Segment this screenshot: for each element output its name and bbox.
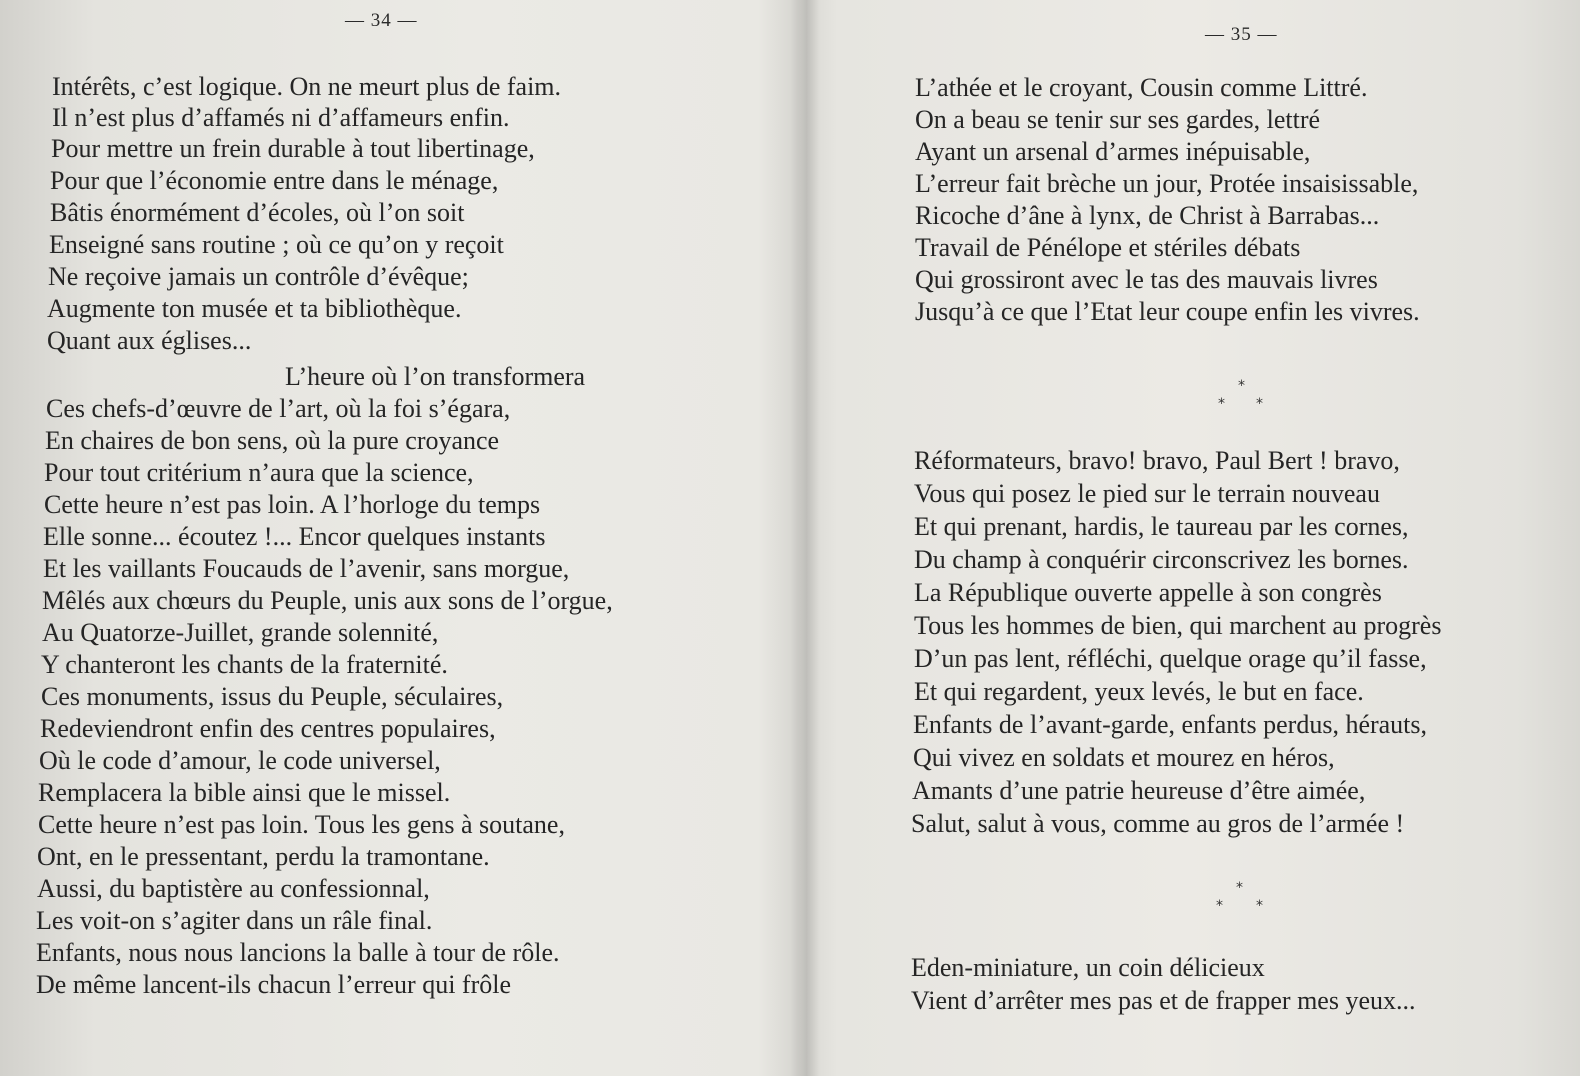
verse-line: Ayant un arsenal d’armes inépuisable, [915,137,1311,166]
verse-line: Et qui prenant, hardis, le taureau par les cornes, [914,512,1409,541]
verse-line: La République ouverte appelle à son congrès [914,578,1382,607]
verse-line: Pour mettre un frein durable à tout libertinage, [51,134,535,163]
verse-line: Ont, en le pressentant, perdu la tramontane. [37,842,490,871]
verse-line: Qui grossiront avec le tas des mauvais livres [915,265,1378,294]
verse-line: Remplacera la bible ainsi que le missel. [38,778,451,807]
verse-line: Amants d’une patrie heureuse d’être aimée, [912,776,1366,805]
verse-line: On a beau se tenir sur ses gardes, lettré [915,105,1321,134]
verse-line: Ces monuments, issus du Peuple, séculaires, [41,682,504,711]
right-page [805,0,1580,1076]
verse-line: Quant aux églises... [47,326,252,355]
verse-line: Et qui regardent, yeux levés, le but en face. [914,677,1364,706]
verse-line: Aussi, du baptistère au confessionnal, [37,874,430,903]
asterism-star: * [1218,396,1225,412]
verse-line: L’heure où l’on transformera [285,362,586,391]
page-number-left: — 34 — [345,10,418,31]
verse-line: Augmente ton musée et ta bibliothèque. [47,294,462,323]
verse-line: Cette heure n’est pas loin. Tous les gens à soutane, [38,810,565,839]
verse-line: Cette heure n’est pas loin. A l’horloge du temps [44,490,541,519]
verse-line: Pour tout critérium n’aura que la science, [44,458,474,487]
verse-line: Qui vivez en soldats et mourez en héros, [913,743,1335,772]
verse-line: Du champ à conquérir circonscrivez les bornes. [914,545,1409,574]
verse-line: Ne reçoive jamais un contrôle d’évêque; [48,262,469,291]
verse-line: Les voit-on s’agiter dans un râle final. [36,906,433,935]
verse-line: Y chanteront les chants de la fraternité. [41,650,448,679]
verse-line: Redeviendront enfin des centres populaires, [40,714,496,743]
asterism-star: * [1236,880,1243,896]
asterism-star: * [1238,378,1245,394]
verse-line: Travail de Pénélope et stériles débats [915,233,1301,262]
asterism-star: * [1256,898,1263,914]
verse-line: Intérêts, c’est logique. On ne meurt plus de faim. [52,72,562,101]
verse-line: Tous les hommes de bien, qui marchent au progrès [914,611,1442,640]
verse-line: Salut, salut à vous, comme au gros de l’armée ! [911,809,1405,838]
verse-line: De même lancent-ils chacun l’erreur qui frôle [36,970,511,999]
verse-line: Pour que l’économie entre dans le ménage, [50,166,499,195]
verse-line: D’un pas lent, réfléchi, quelque orage qu’il fasse, [914,644,1427,673]
verse-line: Il n’est plus d’affamés ni d’affameurs enfin. [52,103,510,132]
verse-line: Ricoche d’âne à lynx, de Christ à Barrabas... [915,201,1380,230]
verse-line: Jusqu’à ce que l’Etat leur coupe enfin les vivres. [915,297,1420,326]
verse-line: En chaires de bon sens, où la pure croyance [45,426,500,455]
verse-line: Où le code d’amour, le code universel, [39,746,441,775]
verse-line: Ces chefs-d’œuvre de l’art, où la foi s’égara, [46,394,511,423]
verse-line: L’athée et le croyant, Cousin comme Littré. [915,73,1368,102]
page-number-right: — 35 — [1205,24,1278,45]
verse-line: Et les vaillants Foucauds de l’avenir, sans morgue, [43,554,570,583]
asterism-star: * [1256,396,1263,412]
verse-line: Bâtis énormément d’écoles, où l’on soit [50,198,465,227]
verse-line: Vient d’arrêter mes pas et de frapper mes yeux... [911,986,1416,1015]
verse-line: Elle sonne... écoutez !... Encor quelques instants [43,522,546,551]
verse-line: Vous qui posez le pied sur le terrain nouveau [914,479,1380,508]
verse-line: Enseigné sans routine ; où ce qu’on y reçoit [49,230,504,259]
verse-line: Enfants, nous nous lancions la balle à tour de rôle. [36,938,560,967]
verse-line: Eden-miniature, un coin délicieux [911,953,1265,982]
verse-line: Mêlés aux chœurs du Peuple, unis aux sons de l’orgue, [42,586,613,615]
verse-line: Réformateurs, bravo! bravo, Paul Bert ! bravo, [914,446,1400,475]
verse-line: Au Quatorze-Juillet, grande solennité, [42,618,439,647]
asterism-star: * [1216,898,1223,914]
verse-line: L’erreur fait brèche un jour, Protée insaisissable, [915,169,1419,198]
verse-line: Enfants de l’avant-garde, enfants perdus, hérauts, [913,710,1428,739]
